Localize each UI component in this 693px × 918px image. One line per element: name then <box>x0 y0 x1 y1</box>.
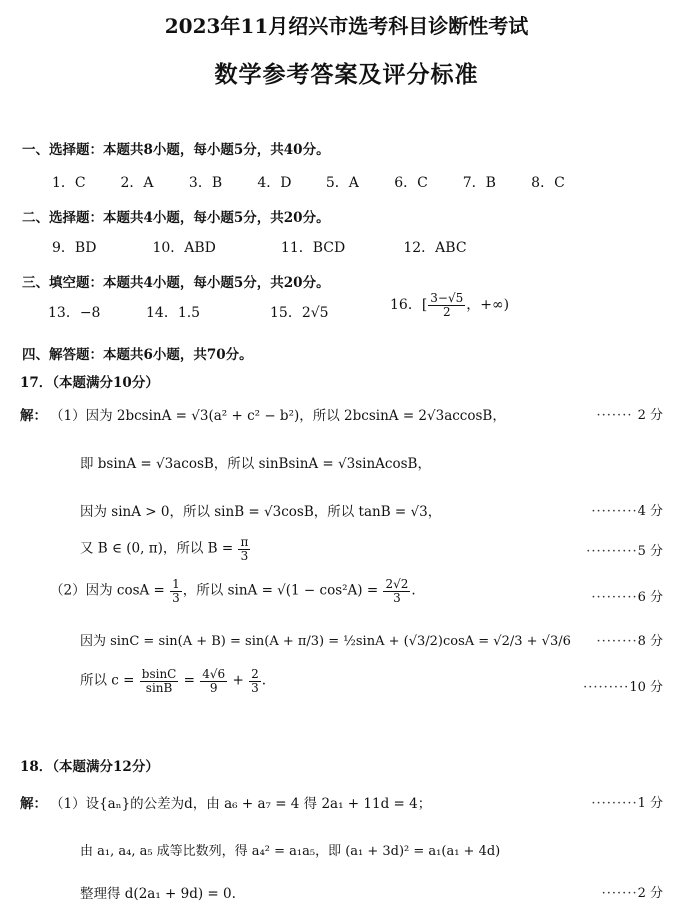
answer-15-number: 15． <box>270 305 302 321</box>
answer-item: 3．B <box>188 175 223 191</box>
q17-score-6: ········8 分 <box>596 634 663 649</box>
q17-score-3: ·········4 分 <box>591 504 663 519</box>
answer-item: 10．ABD <box>152 240 216 256</box>
section-heading-4: 四、解答题：本题共6小题，共70分。 <box>22 347 253 363</box>
q18-score-1: ·········1 分 <box>591 796 663 811</box>
answer-item: 12．ABC <box>403 240 467 256</box>
answer-16 <box>390 292 509 318</box>
q17-score-4: ··········5 分 <box>586 544 663 559</box>
q17-line-5: （2）因为 cosA = $\frac{1}{3}$ ，所以 sinA = √(1 − cos²A) = $\frac{2√2}{3}$ . <box>50 577 416 605</box>
q18-solution-label: 解： <box>20 796 47 812</box>
page-subtitle: 数学参考答案及评分标准 <box>214 61 479 88</box>
section-heading-2: 二、选择题：本题共4小题，每小题5分，共20分。 <box>22 210 330 226</box>
answer-16-numerator: 3−√5 <box>430 291 464 305</box>
answer-16-close: ，+∞) <box>466 297 510 314</box>
answer-16-denominator: 2 <box>442 304 451 319</box>
answer-item: 11．BCD <box>280 240 346 256</box>
q17-line-1: （1）因为 2bcsinA = √3(a² + c² − b²)，所以 2bcsinA = 2√3accosB， <box>50 408 506 424</box>
q17-solution-label: 解： <box>20 408 47 424</box>
answer-13: 13．−8 <box>48 305 101 321</box>
q18-score-3: ·······2 分 <box>601 886 663 901</box>
q17-score-7: ·········10 分 <box>583 680 663 695</box>
answer-16-open: [ <box>421 297 428 314</box>
answer-14: 14．1.5 <box>146 305 201 321</box>
q18-header: 18．（本题满分12分） <box>20 759 159 775</box>
answer-item: 8．C <box>531 175 565 191</box>
q17-header: 17．（本题满分10分） <box>20 375 159 391</box>
q18-line-1: （1）设{aₙ}的公差为d，由 a₆ + a₇ = 4 得 2a₁ + 11d = 4； <box>50 796 432 812</box>
answer-15 <box>270 302 329 322</box>
answer-item: 5．A <box>325 175 359 191</box>
answers-row-1 <box>52 172 571 192</box>
q17-line-2: 即 bsinA = √3acosB，所以 sinBsinA = √3sinAcosB， <box>80 456 431 472</box>
answer-item: 2．A <box>120 175 154 191</box>
q18-line-2: 由 a₁, a₄, a₅ 成等比数列，得 a₄² = a₁a₅，即 (a₁ + 3d)² = a₁(a₁ + 4d) <box>80 844 501 859</box>
q17-line-7: 所以 c = $\frac{bsinC}{\sin B}$ = $\frac{4√6}{9}$ + $\frac{2}{3}$ . <box>80 667 267 695</box>
section-heading-3: 三、填空题：本题共4小题，每小题5分，共20分。 <box>22 275 330 291</box>
answer-item: 1．C <box>52 175 86 191</box>
section-heading-1: 一、选择题：本题共8小题，每小题5分，共40分。 <box>22 142 330 158</box>
q17-line-3: 因为 sinA > 0，所以 sinB = √3cosB，所以 tanB = √3， <box>80 504 442 520</box>
page-title: 2023年11月绍兴市选考科目诊断性考试 <box>164 14 529 38</box>
answer-item: 7．B <box>462 175 496 191</box>
q18-line-3: 整理得 d(2a₁ + 9d) = 0. <box>80 886 236 902</box>
answer-item: 9．BD <box>52 240 97 256</box>
answer-item: 4．D <box>257 175 292 191</box>
answers-row-2 <box>52 237 493 257</box>
q17-score-1: ······· 2 分 <box>596 408 663 423</box>
q17-line-6: 因为 sinC = sin(A + B) = sin(A + π/3) = ½sinA + (√3/2)cosA = √2/3 + √3/6 <box>80 634 571 649</box>
answer-15-value: 2√5 <box>301 305 329 321</box>
q17-score-5: ·········6 分 <box>591 590 663 605</box>
q17-line-4: 又 B ∈ (0, π)，所以 B = $\frac{\pi}{3}$ <box>80 535 249 563</box>
answer-item: 6．C <box>394 175 428 191</box>
answer-16-number: 16． <box>390 297 422 314</box>
